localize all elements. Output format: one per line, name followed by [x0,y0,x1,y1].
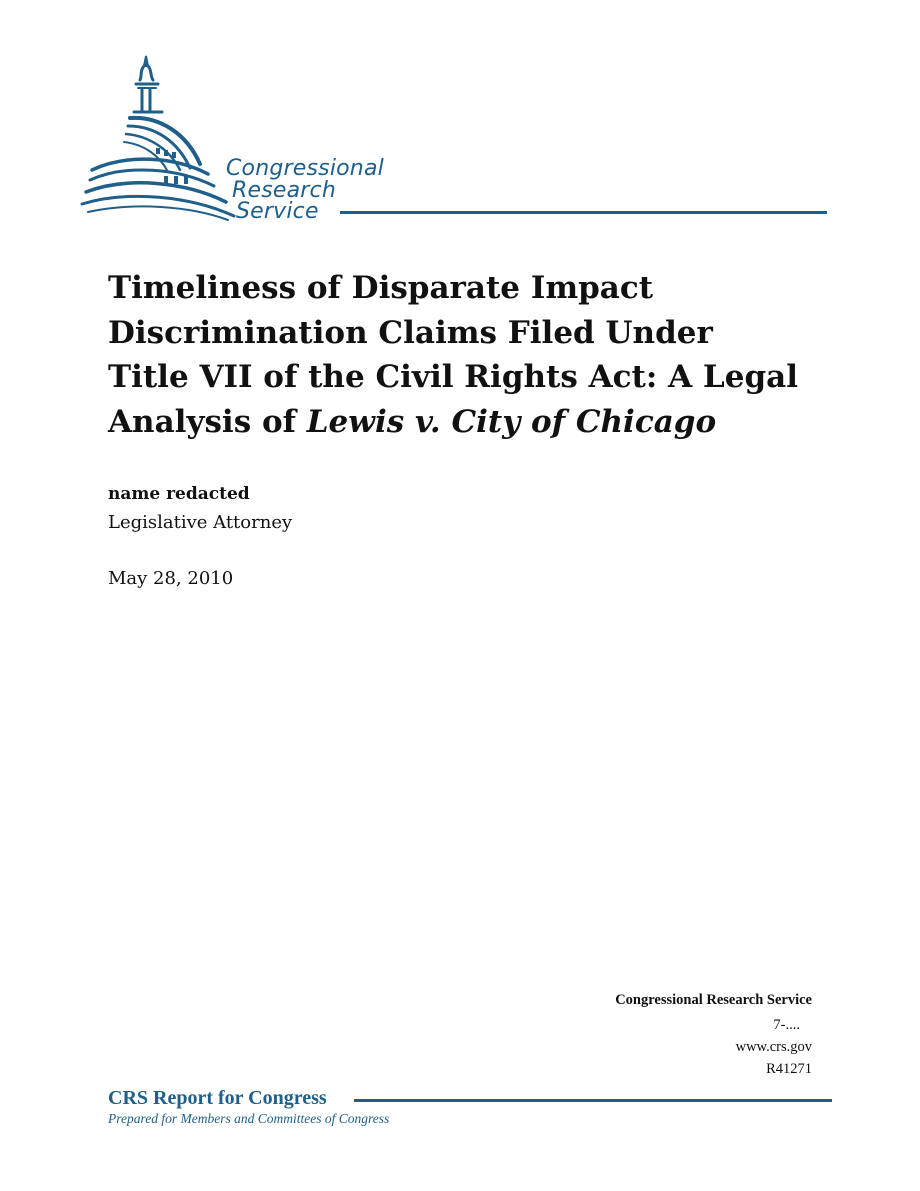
footer-title: CRS Report for Congress [108,1087,327,1109]
crs-report-number: R41271 [766,1061,812,1077]
title-line-3: Title VII of the Civil Rights Act: A Legal [108,359,798,395]
title-line-4 [108,400,828,445]
logo-text-service: Service [236,199,319,224]
footer-rule [354,1099,832,1102]
crs-phone: 7-.... [773,1017,800,1033]
author-name: name redacted [108,484,250,504]
report-date: May 28, 2010 [108,568,234,589]
footer-subtitle: Prepared for Members and Committees of Congress [108,1111,390,1126]
logo-text-research: Research [232,178,336,203]
title-line-2: Discrimination Claims Filed Under [108,314,713,351]
author-title: Legislative Attorney [108,512,293,533]
title-line-4-prefix: Analysis of [108,403,307,440]
crs-website[interactable]: www.crs.gov [735,1039,812,1055]
report-title [108,266,828,444]
capitol-dome-icon [78,52,238,222]
crs-organization: Congressional Research Service [615,992,812,1008]
crs-info-block [615,990,812,1080]
logo-text-congressional: Congressional [226,156,384,181]
title-line-1: Timeliness of Disparate Impact [108,270,654,306]
logo-rule [340,211,827,214]
title-case-name: Lewis v. City of Chicago [306,403,717,440]
